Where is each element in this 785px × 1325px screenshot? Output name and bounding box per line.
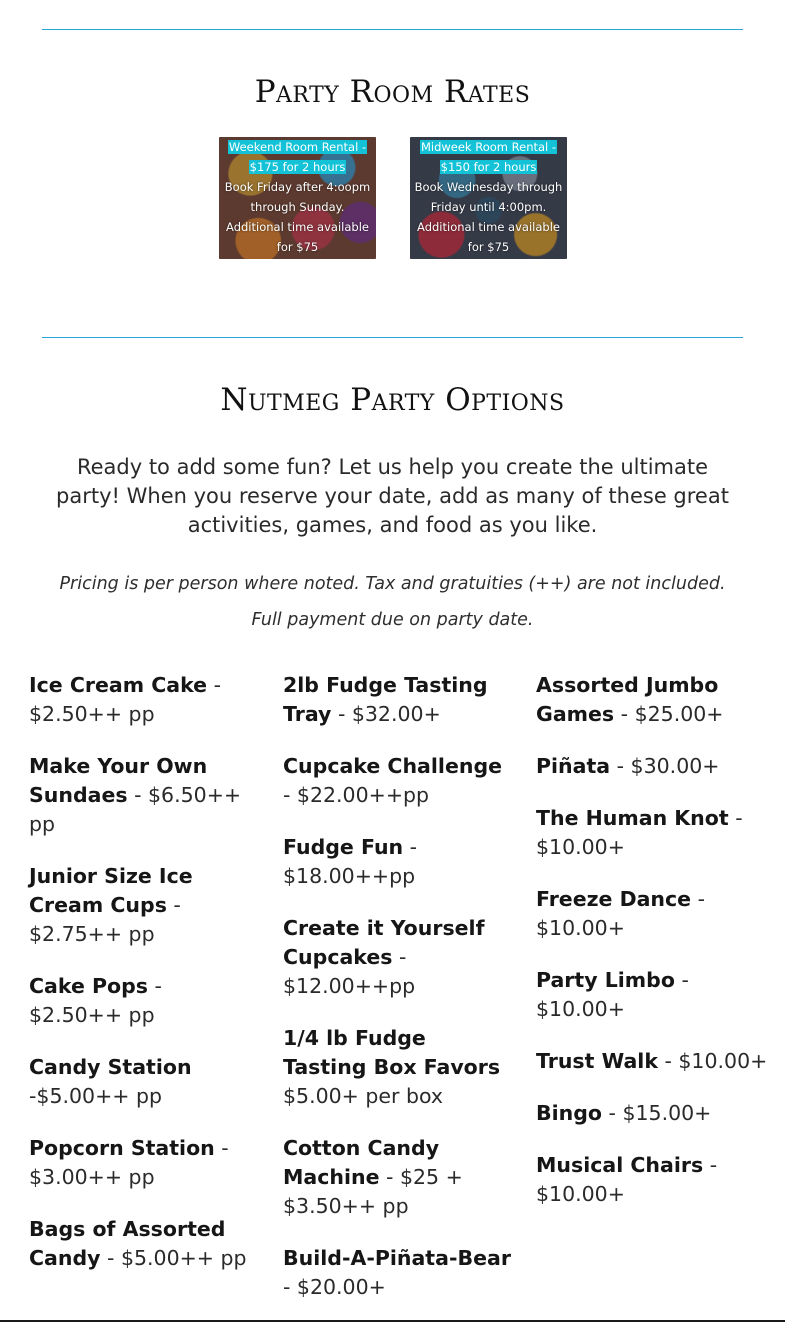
weekend-rate-details: Book Friday after 4:oopm through Sunday. Additional time available for $75: [224, 180, 371, 254]
option-price: - $12.00++pp: [283, 945, 416, 998]
option-price: - $25.00+: [614, 702, 724, 726]
option-price: - $5.00++ pp: [100, 1246, 247, 1270]
midweek-rate-card: [410, 137, 567, 259]
options-column-games: [536, 671, 771, 1232]
option-price: - $6.50++ pp: [29, 783, 242, 836]
option-name: The Human Knot: [536, 806, 729, 830]
option-price: - $25 + $3.50++ pp: [283, 1165, 463, 1218]
option-name: Build-A-Piñata-Bear: [283, 1246, 511, 1270]
party-option-item: [536, 671, 771, 729]
weekend-rate-card: [219, 137, 376, 259]
options-column-food: [29, 671, 259, 1296]
weekend-rate-heading: Weekend Room Rental - $175 for 2 hours: [228, 140, 367, 174]
option-price: - $3.00++ pp: [29, 1136, 229, 1189]
option-price: - $32.00+: [331, 702, 441, 726]
option-name: Trust Walk: [536, 1049, 658, 1073]
option-name: Cake Pops: [29, 974, 148, 998]
option-name: Popcorn Station: [29, 1136, 215, 1160]
party-option-item: [29, 862, 259, 949]
option-name: Cotton Candy Machine: [283, 1136, 440, 1189]
party-option-item: [283, 752, 513, 810]
party-room-rates-title: Party Room Rates: [254, 74, 531, 110]
option-name: Freeze Dance: [536, 887, 692, 911]
party-option-item: [29, 671, 259, 729]
party-option-item: [29, 752, 259, 839]
option-name: Bags of Assorted Candy: [29, 1217, 226, 1270]
option-price: - $18.00++pp: [283, 835, 418, 888]
option-price: - $2.75++ pp: [29, 893, 181, 946]
midweek-rate-details: Book Wednesday through Friday until 4:00pm. Additional time available for $75: [414, 180, 563, 254]
pricing-note: Pricing is per person where noted. Tax and gratuities (++) are not included. Full payment due on party date.: [59, 574, 726, 630]
middle-divider: [42, 337, 743, 338]
option-name: Party Limbo: [536, 968, 675, 992]
option-price: - $20.00+: [283, 1275, 386, 1299]
party-option-item: [283, 1024, 513, 1111]
party-options-title: Nutmeg Party Options: [220, 382, 565, 418]
top-divider: [42, 29, 743, 30]
party-option-item: [29, 1215, 259, 1273]
party-option-item: [29, 972, 259, 1030]
party-option-item: [536, 966, 771, 1024]
options-column-treats: [283, 671, 513, 1325]
option-price: - $10.00+: [536, 1153, 718, 1206]
party-option-item: [29, 1053, 259, 1111]
party-option-item: [536, 804, 771, 862]
option-price: - $10.00+: [536, 968, 689, 1021]
option-name: Ice Cream Cake: [29, 673, 208, 697]
party-option-item: [536, 752, 771, 781]
option-price: - $2.50++ pp: [29, 974, 162, 1027]
option-name: 2lb Fudge Tasting Tray: [283, 673, 488, 726]
option-name: Assorted Jumbo Games: [536, 673, 719, 726]
option-name: Create it Yourself Cupcakes: [283, 916, 485, 969]
option-name: Musical Chairs: [536, 1153, 704, 1177]
party-option-item: [283, 914, 513, 1001]
party-option-item: [536, 1099, 771, 1128]
option-price: - $10.00+: [657, 1049, 768, 1073]
option-price: - $2.50++ pp: [29, 673, 221, 726]
bottom-border: [0, 1320, 785, 1322]
option-name: 1/4 lb Fudge Tasting Box Favors: [283, 1026, 501, 1079]
party-option-item: [536, 885, 771, 943]
option-price: - $10.00+: [536, 806, 743, 859]
option-price: - $30.00+: [610, 754, 720, 778]
option-price: - $22.00++pp: [283, 783, 430, 807]
party-option-item: [283, 671, 513, 729]
option-name: Piñata: [536, 754, 611, 778]
option-name: Bingo: [536, 1101, 603, 1125]
option-name: Cupcake Challenge: [283, 754, 503, 778]
party-option-item: [283, 1134, 513, 1221]
option-price: -$5.00++ pp: [29, 1084, 162, 1108]
option-name: Fudge Fun: [283, 835, 404, 859]
option-name: Candy Station: [29, 1055, 192, 1079]
option-price: - $15.00+: [602, 1101, 712, 1125]
party-option-item: [283, 1244, 513, 1302]
party-option-item: [29, 1134, 259, 1192]
party-option-item: [536, 1151, 771, 1209]
option-name: Make Your Own Sundaes: [29, 754, 208, 807]
option-price: $5.00+ per box: [283, 1084, 444, 1108]
options-intro: Ready to add some fun? Let us help you create the ultimate party! When you reserve your date, add as many of these great activities, games, and food as you like.: [56, 455, 729, 537]
party-option-item: [283, 833, 513, 891]
party-option-item: [536, 1047, 771, 1076]
option-name: Junior Size Ice Cream Cups: [29, 864, 193, 917]
option-price: - $10.00+: [536, 887, 706, 940]
midweek-rate-heading: Midweek Room Rental - $150 for 2 hours: [420, 140, 557, 174]
